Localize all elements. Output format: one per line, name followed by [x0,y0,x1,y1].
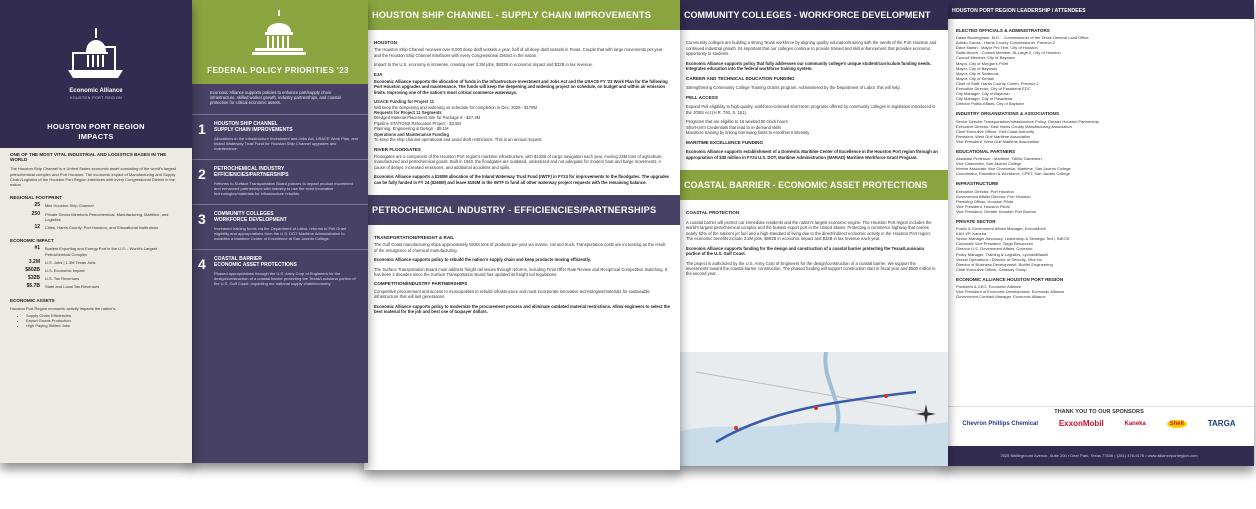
priorities-intro: Economic Alliance supports policies to enhance port/supply chain infrastructure, skilled worker growth, industry partnerships, and coastal protection for critical economic assets. [210,90,341,106]
petrochemical-content [364,225,680,324]
coastal-content [676,200,948,287]
stat-number: 250 [31,210,40,217]
stat-row [10,268,182,273]
footer-address: 2525 Battleground Avenue, Suite 200 • Deer Park, Texas 77536 • (281) 476-9176 • www.allianceportregion.com [944,446,1254,466]
subsection-title: CAREER AND TECHNICAL EDUCATION FUNDING [686,75,795,81]
subsection-title: MARITIME EXCELLENCE FUNDING [686,139,764,145]
workforce-content [676,30,948,170]
paragraph: Floodgates are a component of the Houston Port region's maritime infrastructure, with $132B of cargo navigation each year, moving 23M tons of agriculture, manufactured and petrochemical goods. Built in 1940, the floodgates are outdated, undersized and not adequate for modern boat and barge movements. A cause of delays, increased emissions, and additional accidents and spills. [374,153,663,170]
logo-subtitle: HOUSTON PORT REGION [69,96,123,100]
stat-number: 12 [34,224,40,231]
stat-label: U.S. Jobs | 1.3M Texas Jobs [45,259,96,265]
list-item: Public & Government Affairs Manager, ExxonMobil [956,226,1046,232]
leadership-panel [944,0,1254,466]
priority-item [188,159,368,204]
capitol-dome-icon [250,10,308,60]
section-heading: REGIONAL FOOTPRINT [10,195,62,201]
paragraph-bold: Economic Alliance supports policy to rebuild the nation's supply chain and keep products moving efficiently. [374,257,591,263]
priority-subheading: EFFICIENCIES/PARTNERSHIPS [214,171,289,178]
stat-label: U.S. Economic Impact [45,268,85,274]
list-item: Operations and Maintenance Funding [374,131,449,137]
group-title: INFRASTRUCTURE [956,181,999,187]
paragraph: Strengthening Community College Training Grants program. Administered by the Department of Labor, this will help. [686,85,901,91]
sponsors-title: THANK YOU TO OUR SPONSORS [1054,409,1144,415]
priority-heading: HOUSTON SHIP CHANNEL [214,120,278,127]
stat-row [10,284,182,289]
sponsor-logo-kaneka: Kaneka [1124,420,1146,427]
federal-priorities-panel [188,0,368,463]
list-item: Vice President, West Gulf Maritime Association [956,138,1040,144]
sponsor-logo-targa: TARGA [1207,419,1236,428]
list-item: To keep the ship channel operational and avoid draft restrictions. This is an annual request. [374,137,543,143]
sponsor-logo-exxonmobil: ExxonMobil [1058,419,1104,428]
stat-row [10,246,182,256]
stat-row [10,203,182,208]
lead-heading: ONE OF THE MOST VITAL INDUSTRIAL AND LOGISTICS BASES IN THE WORLD [10,152,167,163]
list-item: Chief Executive Officer, Gulf Coast Authority [956,128,1035,134]
priority-subheading: ECONOMIC ASSET PROTECTIONS [214,261,297,268]
stat-row [10,260,182,265]
group-title: EDUCATIONAL PARTNERS [956,148,1016,154]
list-item: Mayor, City of Baytown [956,65,997,71]
stat-label: Cities, Harris County, Port Houston, and Educational Institutions [45,225,159,231]
priority-item [188,114,368,159]
list-item: City Manager, City of Baytown [956,91,1010,97]
list-item: President, West Gulf Maritime Association [956,133,1031,139]
stat-label: State and Local Tax Revenues [45,284,100,290]
list-item: Planning, Engineering & Design - $5.1M [374,126,449,132]
stat-label: U.S. Tax Revenues [45,276,80,282]
sponsor-logo-shell: Shell [1167,420,1187,428]
stat-label: Private Sector Members Petrochemical, Manufacturing, Maritime, and Logistics [45,211,169,222]
list-item: Executive Director, Port Houston [956,188,1014,194]
paragraph: Expand Pell eligibility to high-quality, workforce-oriented short-term programs offered by community colleges in legislation introduced in the JOBS Act (H.R. 793, S. 161). [686,104,936,115]
list-item: Will keep the deepening and widening on schedule for completion in Dec. 2025 - $178M [374,104,537,110]
subsection-title: COMPETITION/INDUSTRY PARTNERSHIPS [374,281,468,287]
paragraph-bold: Economic Alliance supports the allocation of funds in the Infrastructure Investment and Jobs Act and the USACE FY '23 Work Plan for the following Port Houston upgrades and maintenance. The funds will keep the deepening and widening project on schedule, on budget and within air emission limits. Improving one of the nation's most critical commerce waterways. [374,79,668,95]
priority-description: Phased appropriations through the U.S. Army Corp of Engineers for the design/construction of a coastal barrier protecting the Texas/Louisiana portion of the U.S. Gulf Coast, impacting our national supply chain/economy. [214,270,356,286]
subsection-title: RIVER FLOODGATES [374,146,421,152]
list-item: Mayor, City of Kemah [956,75,995,81]
list-item: • Export Goods Production [26,318,182,323]
list-item: Assistant Professor - Maritime, TAMU Galveston [956,156,1042,162]
paragraph-bold: Economic Alliance supports establishment of a Domestic Maritime Center of Excellence in the Houston Port region through an appropriation of $30 million in FY24 U.S. DOT, Maritime Administration (MARAD) Maritime Workforce Grant Program. [686,149,938,160]
map-graphic [676,352,948,466]
list-item: Senior Director Transportation/Infrastructure Policy, Greater Houston Partnership [956,118,1099,124]
priority-heading: PETROCHEMICAL INDUSTRY [214,165,285,172]
list-item: Presiding Officer, Houston Pilots [956,198,1014,204]
list-item: Senior Manager Advocacy, Leadership & Strategic Tech, INEOS [956,236,1070,242]
paragraph: The Houston Ship Channel receives over 8,000 deep draft vessels a year, half of all deep draft vessels in Texas. Couple that with large movements per year and the Houston Ship Channel interfaces with every Congressional District in the nation. [374,47,663,58]
port-cranes-logo-icon [58,22,133,82]
priority-number: 1 [198,120,206,137]
list-item: • High Paying Skilled Jobs [26,323,182,328]
paragraph-bold: Economic Alliance supports funding for the design and construction of a coastal barrier protecting the Texas/Louisiana portion of the U.S. Gulf Coast. [686,245,924,256]
leadership-content [944,19,1254,303]
priority-item [188,204,368,249]
ship-channel-content [364,30,680,195]
priority-subheading: SUPPLY CHAIN IMPROVEMENTS [214,126,293,133]
priority-item [188,249,368,294]
list-item: Sallie Alcorn - Council Member, At-Large 2, City of Houston [956,50,1061,56]
list-item: Executive Director, East Harris County Manufacturing Association [956,123,1072,129]
group-title: PRIVATE SECTOR [956,219,996,224]
stat-row [10,212,182,222]
sponsors-block [944,406,1254,447]
subsection-title: IIJA [374,71,383,77]
stat-number: $802B [25,267,40,274]
priority-heading: COASTAL BARRIER [214,255,262,262]
subsection-title: HOUSTON [374,40,397,45]
priority-description: Reforms to Surface Transportation Board policies to impact product movement and enhanced partnerships with industry to use the most innovative technologies/materials for infrastructure rebuilds. [214,180,353,196]
subsection-title: TRANSPORTATION/FREIGHT & RAIL [374,234,455,240]
paragraph-bold: Economic Alliance supports a $260M allocation of the Inland Waterway Trust Fund (IWTF) in FY24 for improvements to the floodgates. The upgrades can be fully funded in FY 24 ($260M) and leave $192M in the IWTF to fund all other waterway project requests with the remaining balance. [374,174,670,185]
title-line: HOUSTON PORT REGION [47,122,145,131]
section-bar-ship-channel: HOUSTON SHIP CHANNEL - SUPPLY CHAIN IMPROVEMENTS [364,0,680,30]
section-bar-workforce: COMMUNITY COLLEGES - WORKFORCE DEVELOPMENT [676,0,948,30]
leadership-header: HOUSTON PORT REGION LEADERSHIP / ATTENDEES [944,6,1254,19]
priority-subheading: WORKFORCE DEVELOPMENT [214,216,287,223]
section-heading: ECONOMIC ASSETS [10,297,55,303]
list-item: Programs that are eligible to 16 weeks/150 clock hours [686,119,788,125]
list-item: Interim Associate Vice Chancellor, Maritime, San Jacinto College [956,166,1071,172]
paragraph: The project is authorized by the U.S. Army Corp of Engineers for the design/construction of a coastal barrier. We support the investments toward the coastal barrier construction. The phased funding will support construction start in fiscal year and $500 million in the second year. [686,260,936,277]
economic-alliance-logo [0,0,192,122]
list-item: Director of Business Development, Bohler Engineering [956,261,1053,267]
stat-number: 3.2M [28,258,40,265]
paragraph: The Gulf Coast manufacturing ships approximately 592M tons of products per year via marine, rail and truck. Transportation costs are increasing as the result of the resurgence of chemical manufacturing. [374,242,666,253]
section-heading: ECONOMIC IMPACT [10,238,54,244]
priority-number: 2 [198,165,206,182]
sponsor-logo-chevron-phillips: Chevron Phillips Chemical [962,420,1039,427]
priorities-header [188,0,368,84]
group-list-elected [956,35,1242,106]
paragraph: The Surface Transportation Board must address freight rail issues through reforms, including Final Offer Rate Review and Reciprocal Competitive Switching. It has been 4 decades since the Surface Transportation Board has updated its freight rail regulations. [374,266,668,277]
priority-number: 3 [198,210,206,227]
list-item: • Supply Chain Efficiencies [26,313,182,318]
paragraph: Community colleges are building a strong Texas workforce by aligning quality education/training with the needs of the Port Houston and continued industrial growth. Its important that our colleges continue to provide trained and skill enhancement that provides economic opportunity to students. [686,40,937,56]
list-item: Short-term Credentials that lead to in-demand skills [686,124,782,130]
stat-row [10,276,182,281]
subsection-title: COASTAL PROTECTION [686,210,740,216]
list-item: Mayor, City of Seabrook [956,70,999,76]
paragraph-bold: Economic Alliance supports policy that fully addresses our community college's unique student/curriculum funding needs. Integrates education into the federal workforce training system. [686,60,932,71]
title-line: IMPACTS [78,132,114,141]
panel-title [0,122,192,148]
list-item: Vice President, Houston Pilots [956,203,1010,209]
ship-channel-panel [364,0,680,470]
paragraph: Impact to the U.S. economy is immense, creating over 3.2M jobs, $802B in economic impact and $32B in tax revenue. [374,62,594,68]
priority-description: Increased training funds via the Department of Labor, reforms to Pell Grant eligibility and appropriations from the U.S. DOT Maritime Administration to establish a Maritime Center of Excellence at San Jacinto College. [214,225,347,241]
list-item: Council Member, City of Baytown [956,55,1015,61]
list-item: City Manager, City of Pasadena [956,96,1013,102]
priority-number: 4 [198,255,206,272]
workforce-panel [676,0,948,466]
list-item: Government Contract Manager, Economic Alliance [956,294,1046,300]
group-title: ELECTED OFFICIALS & ADMINISTRATORS [956,28,1050,33]
list-item: Vice Chancellor, San Jacinto College [956,161,1022,167]
list-item: Maximize training by linking borrowing limits to enrollment intensity [686,130,810,136]
list-item: Dawn Buckingham, M.D. - Commissioner of the Texas General Land Office [956,35,1089,41]
list-item: President & CEO, Economic Alliance [956,284,1022,290]
subsection-title: PELL ACCESS [686,94,718,100]
list-item: Dave Martin - Mayor Pro Tem, City of Houston [956,45,1038,51]
coastal-map [676,352,948,466]
list-item: KAH VP, Kaneka [956,231,986,237]
list-item: Mayor, City of Morgan's Point [956,60,1009,66]
priority-description: Allocations in the Infrastructure Investment and Jobs Act, USACE Work Plan, and Inland Waterway Trust Fund for Houston Ship Channel upgrades and maintenance. [214,135,358,151]
stat-label: Mile Houston Ship Channel [45,203,94,209]
stat-number: #1 [34,245,40,252]
list-item: Pipeline STATIONS Relocation Project - $3.5M [374,120,461,126]
list-item: Policy Manager, Training & Logistics, LyondellBasell [956,251,1049,257]
logo-name: Economic Alliance [69,88,123,94]
list-item: Vice President of Economic Development, Economic Alliance [956,289,1065,295]
list-item: Vice President, Greater Houston Port Bureau [956,208,1036,214]
list-item: Chief Executive Officer, Caraway Group [956,266,1027,272]
paragraph: A coastal barrier will protect our immediate residents and the nation's largest economic engine. The Houston Port region includes the world's largest petrochemical complex and the busiest export port in the United States. Protecting a commerce highway that carries nearly 52% of the nation's jet fuel and a high standard of living due to the direct/indirect economic activity in the Houston Port region. The economic benefits include 3.2M jobs, $802B in economic impact and $32B in tax revenue each year. [686,219,932,241]
list-item: Chief of Staff, Harris County Comm. Precinct 2 [956,80,1039,86]
priorities-title: FEDERAL POLICY PRIORITIES '23 [207,66,349,75]
stat-number: $32B [28,275,40,282]
assets-intro: Houston Port Region economic activity impacts the nation's: [10,305,117,311]
stat-number: 25 [34,202,40,209]
stat-label: Busiest Exporting and Energy Port in the U.S. - World's Largest Petrochemical Complex [45,246,158,257]
stat-row [10,225,182,230]
list-item: Executive Director, City of Pasadena EDC [956,86,1031,92]
list-item: Government Affairs Director, Port Houston [956,193,1031,199]
assets-list [20,313,182,329]
priority-heading: COMMUNITY COLLEGES [214,210,274,217]
list-item: Vessel Operations / Director of Security, Vitol Inc. [956,256,1043,262]
stat-number: $5.7B [26,283,40,290]
list-item: Director Public Affairs, City of Baytown [956,101,1025,107]
section-bar-coastal: COASTAL BARRIER - ECONOMIC ASSET PROTECTIONS [676,170,948,200]
group-title: ECONOMIC ALLIANCE HOUSTON PORT REGION [956,276,1064,282]
port-region-impacts-panel [0,0,192,463]
list-item: Corporate Vice President, Targa Resources [956,241,1034,247]
paragraph: Competitive procurement and access to municipalities to rebuild infrastructure and must incorporate innovative technologies/materials for sustainable infrastructure that will last generations. [374,288,650,300]
group-title: INDUSTRY ORGANIZATIONS & ASSOCIATIONS [956,111,1060,117]
sponsor-logos [944,419,1254,428]
list-item: Dredged Material Placement Site for Package 8 - $27.3M [374,115,481,121]
intro-paragraph: The Houston Ship Channel is a United States economic asset consisting of the world's largest petrochemical complex and Port Houston. The economic impact of Manufacturing and Supply Chain/Logistics of the Houston Port Region interfaces with every Congressional District in the nation. [10,166,176,188]
paragraph-bold: Economic Alliance supports policy to modernize the procurement process and eliminate outdated material restrictions. Allow engineers to select the best material for the job and best use of taxpayer dollars. [374,303,670,314]
list-item: Coordinator, Education & Workforce, CPET, San Jacinto College [956,171,1070,177]
section-bar-petrochemical: PETROCHEMICAL INDUSTRY - EFFICIENCIES/PARTNERSHIPS [364,195,680,225]
impacts-body [0,148,192,333]
list-item: Director U.S. Government Affairs, Covestro [956,246,1033,252]
list-item: USACE Funding for Project 11 [374,99,435,105]
list-item: Requests for Project 11 Segments [374,110,442,116]
list-item: Adrian Garcia - Harris County Commissioner, Precinct 2 [956,40,1055,46]
